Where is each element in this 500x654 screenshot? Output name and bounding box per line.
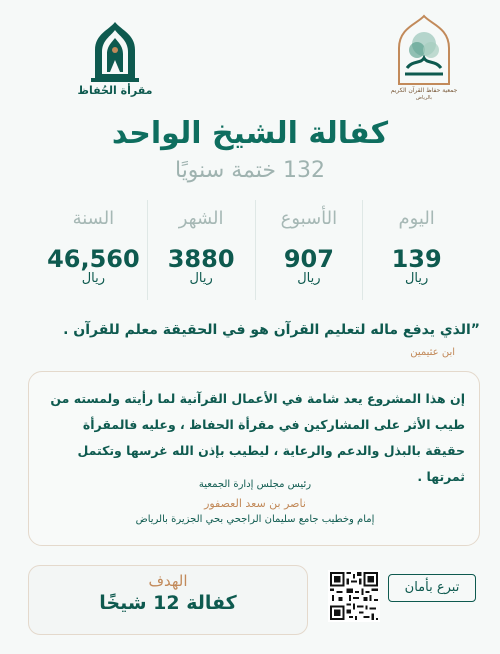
stat-year xyxy=(40,200,148,300)
association-name: جمعية حفاظ القرآن الكريم xyxy=(390,87,458,94)
stat-unit: ريال xyxy=(404,271,429,286)
statement-text: إن هذا المشروع يعد شامة في الأعمال القرآنية لما رأيته ولمسته من طيب الأثر على المشاركين في مقرأة الحفاظ ، وعليه فالمقرأة حقيقة بالبذل والدعم والرعاية ، ليطيب بإذن الله غرسها وتكتمل ثمرتها . xyxy=(50,391,465,484)
stat-unit: ريال xyxy=(189,271,213,286)
huffaz-association-logo xyxy=(388,14,460,114)
quote-text: ”الذي يدفع ماله لتعليم القرآن هو في الحقيقة معلم للقرآن . xyxy=(63,322,480,338)
maqraa-logo-text: مقرأة الحُفاظ xyxy=(77,84,153,97)
stat-day xyxy=(363,200,470,300)
stat-month xyxy=(148,200,256,300)
page-subtitle: 132 ختمة سنويًا xyxy=(174,158,325,183)
goal-box xyxy=(28,565,308,635)
stat-label: السنة xyxy=(72,208,115,229)
chairman-statement xyxy=(28,371,480,546)
mosque-logo-icon xyxy=(85,20,145,86)
goal-label: الهدف xyxy=(148,572,188,590)
goal-value: كفالة 12 شيخًا xyxy=(99,592,237,614)
stat-value: 46,560 xyxy=(47,245,140,273)
signer-name: ناصر بن سعد العصفور xyxy=(204,497,306,510)
signer-role: إمام وخطيب جامع سليمان الراجحي بحي الجزيرة بالرياض xyxy=(135,514,375,525)
signer-title: رئيس مجلس إدارة الجمعية xyxy=(198,479,312,490)
association-city: بالرياض xyxy=(415,95,433,101)
stat-label: اليوم xyxy=(398,208,435,229)
donate-button[interactable]: تبرع بأمان xyxy=(388,574,476,602)
stat-value: 139 xyxy=(391,245,442,273)
page-title: كفالة الشيخ الواحد xyxy=(111,116,389,151)
cost-stats xyxy=(40,200,470,300)
quote-author: ابن عثيمين xyxy=(410,347,455,358)
stat-unit: ريال xyxy=(81,271,106,286)
stat-value: 907 xyxy=(283,245,334,273)
maqraa-logo xyxy=(70,20,160,110)
stat-label: الأسبوع xyxy=(280,208,338,229)
stat-week xyxy=(256,200,364,300)
arch-logo-icon xyxy=(393,14,455,86)
stat-value: 3880 xyxy=(167,245,235,273)
stat-unit: ريال xyxy=(297,271,321,286)
qr-code-icon[interactable] xyxy=(328,570,380,622)
stat-label: الشهر xyxy=(178,208,224,229)
